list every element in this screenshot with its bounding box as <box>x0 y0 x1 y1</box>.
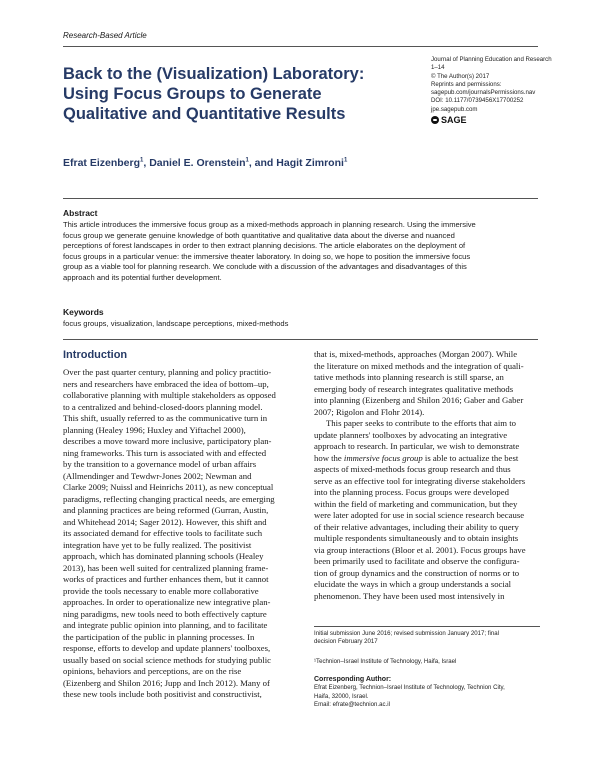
body-line: and integrate public opinion into planning, and to facilitate <box>63 620 268 630</box>
body-text: how the <box>314 452 344 463</box>
affiliation-mark: 1 <box>140 157 144 164</box>
title-line: Qualitative and Quantitative Results <box>63 105 346 123</box>
author-name: Efrat Eizenberg <box>63 157 141 169</box>
body-line: that is, mixed-methods, approaches (Morgan 2007). While <box>314 349 518 359</box>
keywords-list: focus groups, visualization, landscape perceptions, mixed-methods <box>63 319 289 328</box>
title-line: Using Focus Groups to Generate <box>63 85 322 103</box>
sage-mark-icon <box>431 116 439 124</box>
body-line: aspects of mixed-methods focus group research and thus <box>314 464 511 474</box>
sage-logo-text: SAGE <box>441 115 467 126</box>
body-line: multiple respondents simultaneously and to obtain insights <box>314 533 519 543</box>
body-line: ning paradigms, new tools need to both effectively capture <box>63 608 267 619</box>
abstract-divider <box>63 198 538 199</box>
body-line: were later adopted for use in social science research because <box>314 510 525 520</box>
body-line: within the field of marketing and communication, but they <box>314 498 518 509</box>
title-line: Back to the (Visualization) Laboratory: <box>63 65 365 83</box>
body-line: these new tools include both positivist and constructivist, <box>63 689 262 699</box>
affiliation-mark: 1 <box>245 157 249 164</box>
body-line: via group interactions (Bloor et al. 2001). Focus groups have <box>314 544 526 555</box>
body-line: (Allmendinger and Tewdwr-Jones 2002; Newman and <box>63 470 252 481</box>
abstract-line: group as a viable tool for planning research. We conclude with a discussion of the advantages and disadvantages of this <box>63 262 467 272</box>
abstract-line: This article introduces the immersive focus group as a mixed-methods approach in planning research. Using the immersive <box>63 220 476 229</box>
body-line: opinions, behaviors and perceptions, are on the rise <box>63 666 242 676</box>
footnote-line: Haifa, 32000, Israel. <box>314 692 369 700</box>
journal-info <box>431 56 556 124</box>
article-type-label: Research-Based Article <box>63 31 147 40</box>
submission-dates <box>314 630 544 647</box>
body-line: provide the tools necessary to enable more collaborative <box>63 585 259 596</box>
footnote-line: Efrat Eizenberg, Technion–Israel Institute of Technology, Technion City, <box>314 684 505 692</box>
body-line: usually based on social science methods for studying public <box>63 654 271 665</box>
left-column <box>63 367 303 701</box>
corresponding-heading: Corresponding Author: <box>314 676 392 683</box>
body-line: describes a move toward more inclusive, participatory plan- <box>63 436 272 446</box>
body-line: Over the past quarter century, planning and policy practitio- <box>63 367 272 377</box>
body-line: the participation of the public in planning processes. In <box>63 631 255 642</box>
author-separator: , and <box>248 157 277 169</box>
corresponding-author <box>314 676 544 710</box>
body-line: approach, which has dominated planning schools (Healey <box>63 551 264 561</box>
body-line: approach to research. In particular, we wish to demonstrate <box>314 441 520 451</box>
body-line: the literature on mixed methods and the integration of quali- <box>314 360 524 371</box>
abstract-line: perceptions of forest landscapes in order to then extract planning decisions. The article elaborates on the deployment of <box>63 241 466 251</box>
abstract-line: approach and its potential further development. <box>63 272 222 282</box>
body-line: This shift, usually referred to as the communicative turn in <box>63 413 268 423</box>
body-line: response, efforts to develop and update planners' toolboxes, <box>63 643 271 653</box>
body-line: into the planning process. Focus groups were developed <box>314 487 509 497</box>
doi[interactable]: DOI: 10.1177/0739456X17700252 <box>431 97 524 105</box>
body-line: emerging body of research integrates qualitative methods <box>314 383 514 394</box>
right-column <box>314 349 544 602</box>
permissions-link[interactable]: sagepub.com/journalsPermissions.nav <box>431 89 536 97</box>
abstract-body <box>63 220 540 284</box>
body-line: and Whitehead 2014; Sager 2012). However, this shift and <box>63 516 267 527</box>
body-line: and planning practices are being reformed (Gurran, Austin, <box>63 505 269 515</box>
introduction-heading: Introduction <box>63 349 128 361</box>
body-divider <box>63 339 538 340</box>
copyright: © The Author(s) 2017 <box>431 72 490 80</box>
journal-pages: 1–14 <box>431 64 445 72</box>
body-line <box>314 453 544 465</box>
journal-name: Journal of Planning Education and Research <box>431 56 552 63</box>
footnote-line: Initial submission June 2016; revised submission January 2017; final <box>314 630 499 637</box>
journal-site-link[interactable]: jpe.sagepub.com <box>431 105 478 113</box>
body-line: into planning (Eizenberg and Shilon 2016; Gaber and Gaber <box>314 395 524 405</box>
article-title <box>63 64 413 124</box>
body-line: of their relative advantages, including their ability to query <box>314 521 519 532</box>
abstract-line: focus group we generate genuine knowledge of both quantitative and qualitative data about the diverse and nuanced <box>63 230 455 240</box>
abstract-line: focus groups in a particular venue: the immersive theater laboratory. In doing so, we hope to position the immersive focus <box>63 251 471 261</box>
footnote-divider <box>314 626 540 627</box>
body-line: been primarily used to facilitate and observe the configura- <box>314 556 520 566</box>
footnote-line: decision February 2017 <box>314 638 378 646</box>
body-line: planning (Healey 1996; Huxley and Yiftachel 2000), <box>63 424 246 435</box>
body-text: is able to actualize the best <box>422 452 519 463</box>
body-line: This paper seeks to contribute to the efforts that aim to <box>326 418 516 428</box>
body-line: works of practices and further enhances them, but it cannot <box>63 574 269 584</box>
sage-logo <box>431 116 556 124</box>
footnote-line: ¹Technion–Israel Institute of Technology, Haifa, Israel <box>314 658 457 665</box>
body-line: 2013), has been well suited for centralized planning frame- <box>63 562 269 573</box>
top-divider <box>63 46 538 47</box>
body-line: (Eizenberg and Shilon 2016; Jupp and Inch 2012). Many of <box>63 677 270 688</box>
body-line: tative methods into planning research is still sparse, an <box>314 372 504 382</box>
body-line: Clarke 2009; Nuissl and Heinrichs 2011), as new conceptual <box>63 482 274 492</box>
body-line: 2007; Rigolon and Flohr 2014). <box>314 406 425 417</box>
body-line: by the transition to a governance model of urban affairs <box>63 459 257 469</box>
affiliation-mark: 1 <box>343 157 348 164</box>
emphasis-term: immersive focus group <box>343 452 423 463</box>
body-line: collaborative planning with multiple stakeholders as opposed <box>63 390 276 400</box>
author-name: Daniel E. Orenstein <box>149 157 246 169</box>
body-line: its associated demand for effective tools to facilitate such <box>63 528 263 538</box>
email-link[interactable]: Email: efrate@technion.ac.il <box>314 701 390 709</box>
body-line: approaches. In order to operationalize new integrative plan- <box>63 597 271 607</box>
body-line: integration have yet to be fully realized. The positivist <box>63 539 252 550</box>
abstract-heading: Abstract <box>63 208 98 218</box>
body-line: paradigms, reflecting changing practical needs, are emerging <box>63 493 275 504</box>
reprints-label: Reprints and permissions: <box>431 80 502 88</box>
affiliation-note <box>314 658 544 666</box>
body-line: tion of group dynamics and the construction of norms or to <box>314 567 520 578</box>
body-line: serve as an effective tool for integrating diverse stakeholders <box>314 475 526 486</box>
author-separator: , <box>143 157 150 169</box>
author-name: Hagit Zimroni <box>276 157 344 169</box>
body-line: ners and researchers have embraced the idea of bottom–up, <box>63 378 269 389</box>
body-line: ning frameworks. This turn is associated with and effected <box>63 447 267 458</box>
body-line: phenomenon. They have been used most intensively in <box>314 590 505 601</box>
body-line: update planners' toolboxes by advocating an integrative <box>314 429 508 440</box>
author-list <box>63 157 347 169</box>
body-line: to a centralized and behind-closed-doors planning model. <box>63 401 263 412</box>
keywords-heading: Keywords <box>63 307 104 317</box>
body-line: elucidate the ways in which a group understands a social <box>314 579 512 589</box>
